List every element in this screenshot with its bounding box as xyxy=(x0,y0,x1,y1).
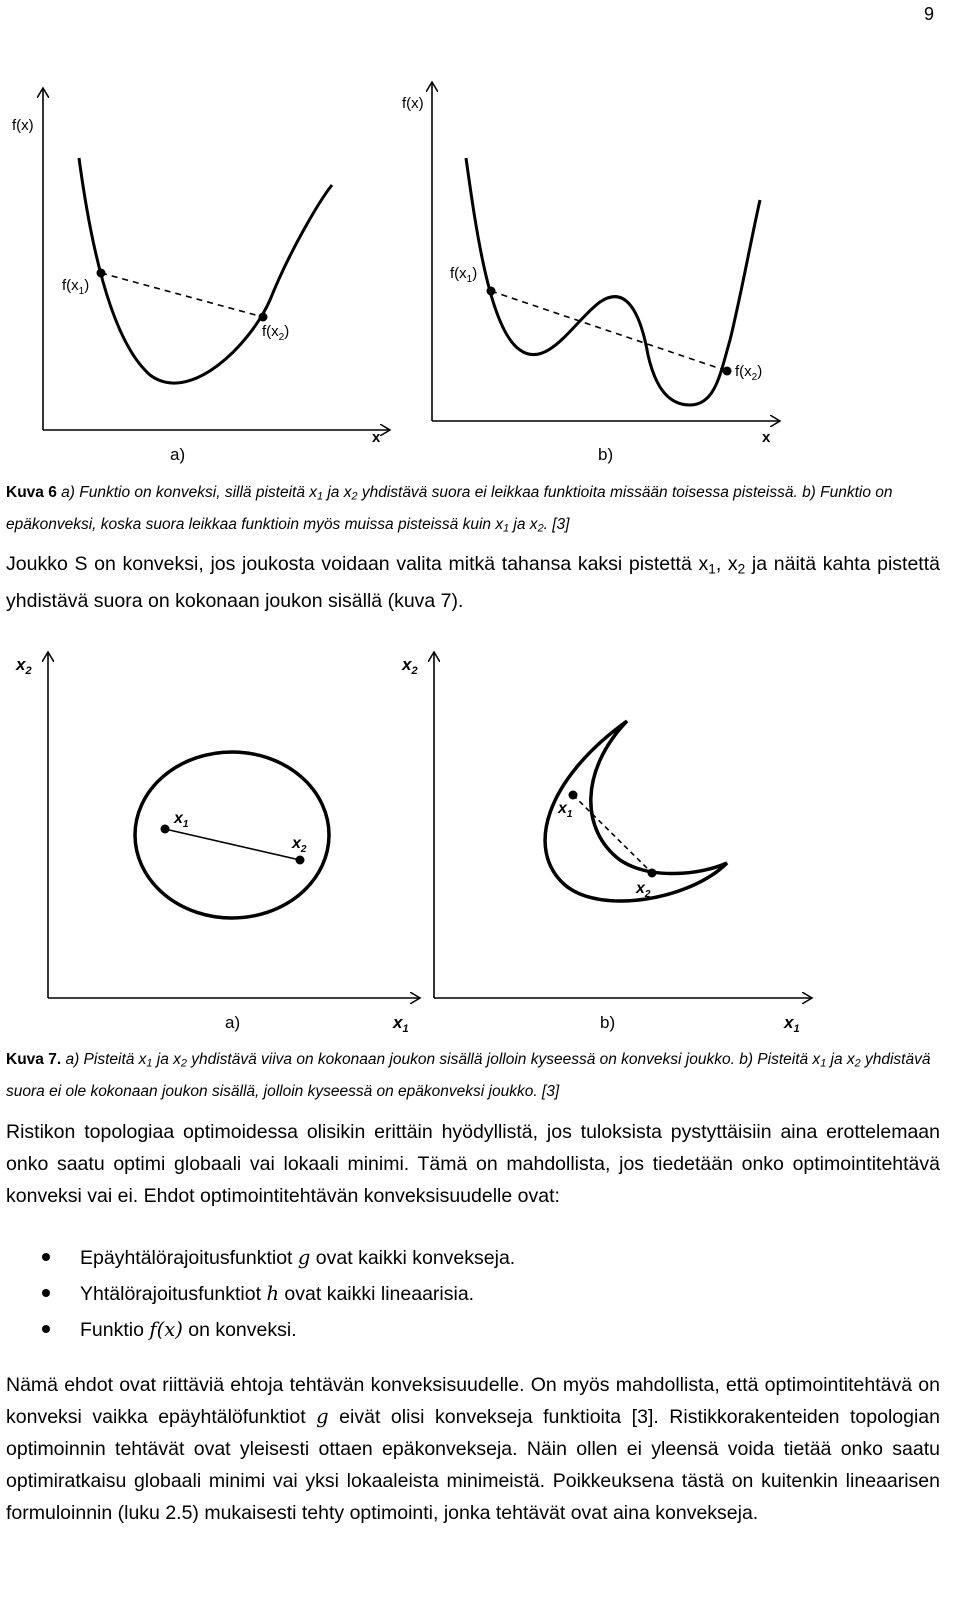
point-x1 xyxy=(161,825,170,834)
label-fx1: $f(x_1)$ xyxy=(62,277,90,297)
list-item: Yhtälörajoitusfunktiot h ovat kaikki lineaarisia. xyxy=(0,1276,515,1312)
panel-label: a) xyxy=(225,1013,241,1032)
point-x2 xyxy=(723,367,732,376)
label-fx2: $f(x_2)$ xyxy=(262,323,290,343)
convexity-conditions-list xyxy=(0,1240,515,1348)
label-fx2: $f(x_2)$ xyxy=(735,363,763,383)
nonconvex-curve xyxy=(466,158,763,405)
secant-line xyxy=(101,273,263,317)
point-x2 xyxy=(296,856,305,865)
point-x1 xyxy=(569,791,578,800)
label-fx1: $f(x_1)$ xyxy=(450,265,478,285)
point-x2 xyxy=(259,313,268,322)
figure-7-panel-b xyxy=(401,652,812,1035)
panel-label: b) xyxy=(598,445,614,464)
x-axis-label: x xyxy=(762,429,771,446)
label-x1: $x_1$ xyxy=(558,800,573,820)
point-x1 xyxy=(97,269,106,278)
figure-7 xyxy=(0,640,960,1040)
figure-6-caption: Kuva 6 a) Funktio on konveksi, sillä pisteitä $x_1$ ja $x_2$ yhdistävä suora ei leikkaa funktioita missään toisessa pisteissä. b) Funktio on epäkonveksi, koska suora leikkaa funktioin myös muissa pisteissä kuin $x_1$ ja $x_2$. [3] xyxy=(6,484,893,535)
paragraph-convex-set: Joukko S on konveksi, jos joukosta voidaan valita mitkä tahansa kaksi pistettä $x_1$, $x_2$ ja näitä kahta pistettä yhdistävä suora on kokonaan joukon sisällä (kuva 7). xyxy=(6,553,940,613)
convex-curve xyxy=(79,158,332,383)
paragraph-conditions: Nämä ehdot ovat riittäviä ehtoja tehtävän konveksisuudelle. On myös mahdollista, että optimointitehtävä on konveksi vaikka epäyhtälöfunktiot g eivät olisi konvekseja funktioita [3]. Ristikkorakenteiden topologian optimoinnin tehtävät ovat yleisesti ottaen epäkonvekseja. Näin ollen ei yleensä voida tietää onko saatu optimiratkaisu globaali minimi vai yksi lokaaleista minimeistä. Poikkeuksena tästä on kuitenkin lineaarisen formuloinnin (luku 2.5) mukaisesti tehty optimointi, jonka tehtävät ovat aina konvekseja. xyxy=(6,1374,940,1524)
figure-7-panel-a xyxy=(15,652,420,1035)
page-number: 9 xyxy=(923,4,934,24)
panel-label: b) xyxy=(600,1013,616,1032)
point-x2 xyxy=(648,869,657,878)
list-item: Funktio f(x) on konveksi. xyxy=(0,1312,515,1348)
x-axis-label: x xyxy=(372,429,381,446)
secant-line xyxy=(491,291,727,371)
x-axis-label: $x_1$ xyxy=(784,1013,800,1035)
y-axis-label: $x_2$ xyxy=(402,655,418,677)
connecting-segment xyxy=(165,829,300,860)
y-axis-label: f(x) xyxy=(12,117,34,134)
figure-7-caption: Kuva 7. a) Pisteitä $x_1$ ja $x_2$ yhdistävä viiva on kokonaan joukon sisällä jolloin kyseessä on konveksi joukko. b) Pisteitä $x_1$ ja $x_2$ yhdistävä suora ei ole kokonaan joukon sisällä, jolloin kyseessä on epäkonveksi joukko. [3] xyxy=(6,1051,931,1100)
x-axis-label: $x_1$ xyxy=(393,1013,409,1035)
panel-label: a) xyxy=(170,445,186,464)
paragraph-topology: Ristikon topologiaa optimoidessa olisikin erittäin hyödyllistä, jos tuloksista pystyttäisiin aina erottelemaan onko saatu optimi globaali vai lokaali minimi. Tämä on mahdollista, jos tiedetään onko optimointitehtävä konveksi vai ei. Ehdot optimointitehtävän konveksisuudelle ovat: xyxy=(6,1121,940,1207)
connecting-segment xyxy=(573,795,652,873)
y-axis-label: f(x) xyxy=(402,95,424,112)
label-x2: $x_2$ xyxy=(636,880,651,900)
y-axis-label: $x_2$ xyxy=(16,655,32,677)
label-x1: $x_1$ xyxy=(174,810,189,830)
label-x2: $x_2$ xyxy=(292,835,307,855)
figure-6-panel-a xyxy=(12,88,390,464)
point-x1 xyxy=(487,287,496,296)
figure-6 xyxy=(0,80,960,470)
list-item: Epäyhtälörajoitusfunktiot g ovat kaikki konvekseja. xyxy=(0,1240,515,1276)
figure-6-panel-b xyxy=(402,82,780,464)
